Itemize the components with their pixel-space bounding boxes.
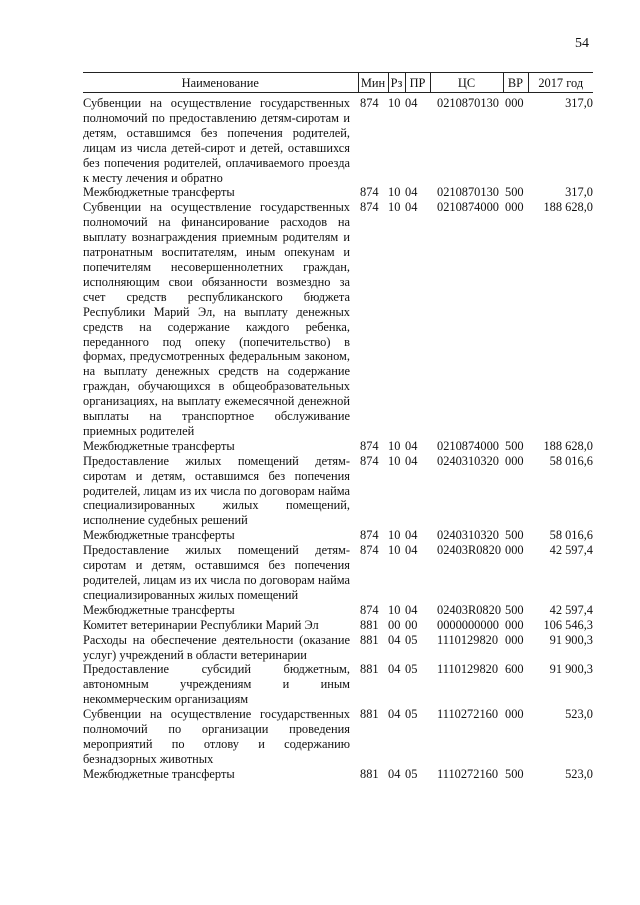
- cell-rz: 10: [388, 200, 401, 215]
- cell-min: 874: [360, 602, 379, 617]
- cell-cs: 0240310320: [437, 453, 499, 468]
- cell-name: Комитет ветеринарии Республики Марий Эл: [83, 617, 319, 632]
- cell-name: Межбюджетные трансферты: [83, 438, 235, 453]
- cell-sum: 42 597,4: [549, 602, 593, 617]
- cell-min: 881: [360, 707, 379, 722]
- cell-vr: 000: [505, 96, 524, 110]
- table-row: [83, 618, 593, 633]
- cell-pr: 04: [405, 453, 418, 468]
- cell-pr: 04: [405, 543, 418, 558]
- cell-name: Субвенции на осуществление государственных полномочий на финансирование расходов на выплату вознаграждения приемным родителям и патронатным воспитателям, иным опекунам и попечителям несовершеннолетних граждан, исполняющим свои обязанности возмездно за счет средств республиканского бюджета Республики Марий Эл, на выплату денежных средств на содержание каждого ребенка, переданного под опеку (попечительство) в формах, предусмотренных федеральным законом, на выплату денежных средств на содержание граждан, обучающихся в общеобразовательных организациях, на выплату ежемесячной денежной выплаты на транспортное обслуживание приемных родителей: [83, 200, 350, 438]
- cell-pr: 04: [405, 602, 418, 617]
- cell-cs: 1110272160: [437, 707, 499, 722]
- header-vr: ВР: [503, 73, 528, 93]
- cell-min: 874: [360, 543, 379, 558]
- table-row: [83, 603, 593, 618]
- cell-sum: 317,0: [565, 96, 593, 110]
- cell-name: Межбюджетные трансферты: [83, 602, 235, 617]
- table-row: [83, 662, 593, 707]
- header-name: Наименование: [83, 73, 358, 93]
- cell-vr: 000: [505, 453, 524, 468]
- cell-rz: 10: [388, 185, 401, 200]
- cell-pr: 04: [405, 438, 418, 453]
- budget-table: [83, 72, 593, 782]
- cell-sum: 523,0: [565, 707, 593, 722]
- header-pr: ПР: [405, 73, 430, 93]
- cell-vr: 600: [505, 662, 524, 677]
- cell-rz: 04: [388, 662, 401, 677]
- cell-vr: 500: [505, 438, 524, 453]
- cell-rz: 10: [388, 528, 401, 543]
- cell-pr: 00: [405, 617, 418, 632]
- header-cs: ЦС: [430, 73, 503, 93]
- cell-sum: 58 016,6: [549, 453, 593, 468]
- cell-sum: 91 900,3: [549, 662, 593, 677]
- cell-name: Предоставление жилых помещений детям-сиротам и детям, оставшимся без попечения родителей, лицам из их числа по договорам найма специализированных жилых помещений, исполнение судебных решений: [83, 453, 350, 528]
- cell-rz: 10: [388, 453, 401, 468]
- table-body: [83, 93, 593, 782]
- cell-rz: 10: [388, 602, 401, 617]
- cell-sum: 317,0: [565, 185, 593, 200]
- cell-vr: 000: [505, 707, 524, 722]
- cell-name: Расходы на обеспечение деятельности (оказание услуг) учреждений в области ветеринарии: [83, 632, 350, 662]
- cell-min: 881: [360, 766, 379, 781]
- cell-pr: 05: [405, 632, 418, 647]
- cell-min: 874: [360, 453, 379, 468]
- cell-cs: 0210870130: [437, 96, 499, 110]
- cell-cs: 02403R0820: [437, 602, 502, 617]
- header-rz: Рз: [388, 73, 405, 93]
- cell-min: 881: [360, 662, 379, 677]
- cell-min: 874: [360, 185, 379, 200]
- page-number: 54: [575, 36, 589, 51]
- cell-min: 881: [360, 632, 379, 647]
- cell-rz: 10: [388, 543, 401, 558]
- header-min: Мин: [358, 73, 388, 93]
- cell-min: 874: [360, 438, 379, 453]
- header-sum: 2017 год: [528, 73, 593, 93]
- cell-vr: 500: [505, 766, 524, 781]
- cell-sum: 188 628,0: [543, 200, 593, 215]
- cell-pr: 04: [405, 185, 418, 200]
- cell-rz: 04: [388, 707, 401, 722]
- cell-sum: 106 546,3: [543, 617, 593, 632]
- cell-name: Межбюджетные трансферты: [83, 528, 235, 543]
- table-row: [83, 707, 593, 767]
- cell-cs: 02403R0820: [437, 543, 502, 558]
- cell-rz: 10: [388, 438, 401, 453]
- cell-cs: 0210874000: [437, 438, 499, 453]
- cell-vr: 500: [505, 602, 524, 617]
- cell-vr: 500: [505, 528, 524, 543]
- table-row: [83, 454, 593, 529]
- cell-sum: 523,0: [565, 766, 593, 781]
- cell-cs: 1110272160: [437, 766, 499, 781]
- cell-cs: 0000000000: [437, 617, 499, 632]
- cell-name: Субвенции на осуществление государственных полномочий по предоставлению детям-сиротам и детям, оставшимся без попечения родителей, лицам из числа детей-сирот и детей, оставшихся без попечения родителей, оплачиваемого проезда к месту лечения и обратно: [83, 96, 350, 185]
- cell-min: 881: [360, 617, 379, 632]
- table-header-row: [83, 73, 593, 93]
- cell-name: Субвенции на осуществление государственных полномочий по организации проведения мероприятий по отлову и содержанию безнадзорных животных: [83, 707, 350, 766]
- cell-cs: 0210874000: [437, 200, 499, 215]
- cell-rz: 00: [388, 617, 401, 632]
- cell-cs: 1110129820: [437, 632, 499, 647]
- cell-pr: 05: [405, 766, 418, 781]
- cell-min: 874: [360, 528, 379, 543]
- cell-cs: 0240310320: [437, 528, 499, 543]
- cell-pr: 05: [405, 662, 418, 677]
- table-row: [83, 528, 593, 543]
- cell-cs: 1110129820: [437, 662, 499, 677]
- cell-vr: 500: [505, 185, 524, 200]
- cell-pr: 05: [405, 707, 418, 722]
- table-row: [83, 767, 593, 782]
- cell-pr: 04: [405, 96, 418, 110]
- cell-name: Предоставление субсидий бюджетным, автономным учреждениям и иным некоммерческим организациям: [83, 662, 350, 707]
- cell-cs: 0210870130: [437, 185, 499, 200]
- cell-name: Межбюджетные трансферты: [83, 185, 235, 200]
- cell-rz: 10: [388, 96, 401, 110]
- table-row: [83, 96, 593, 185]
- cell-sum: 58 016,6: [549, 528, 593, 543]
- cell-vr: 000: [505, 632, 524, 647]
- table-row: [83, 200, 593, 439]
- cell-vr: 000: [505, 543, 524, 558]
- cell-pr: 04: [405, 200, 418, 215]
- cell-name: Межбюджетные трансферты: [83, 766, 235, 781]
- table-row: [83, 633, 593, 663]
- cell-vr: 000: [505, 617, 524, 632]
- table-row: [83, 543, 593, 603]
- cell-rz: 04: [388, 766, 401, 781]
- table-row: [83, 185, 593, 200]
- table-row: [83, 439, 593, 454]
- cell-sum: 91 900,3: [549, 632, 593, 647]
- cell-pr: 04: [405, 528, 418, 543]
- cell-sum: 42 597,4: [549, 543, 593, 558]
- cell-sum: 188 628,0: [543, 438, 593, 453]
- cell-name: Предоставление жилых помещений детям-сиротам и детям, оставшимся без попечения родителей, лицам из их числа по договорам найма специализированных жилых помещений: [83, 543, 350, 602]
- cell-rz: 04: [388, 632, 401, 647]
- cell-vr: 000: [505, 200, 524, 215]
- cell-min: 874: [360, 96, 379, 110]
- cell-min: 874: [360, 200, 379, 215]
